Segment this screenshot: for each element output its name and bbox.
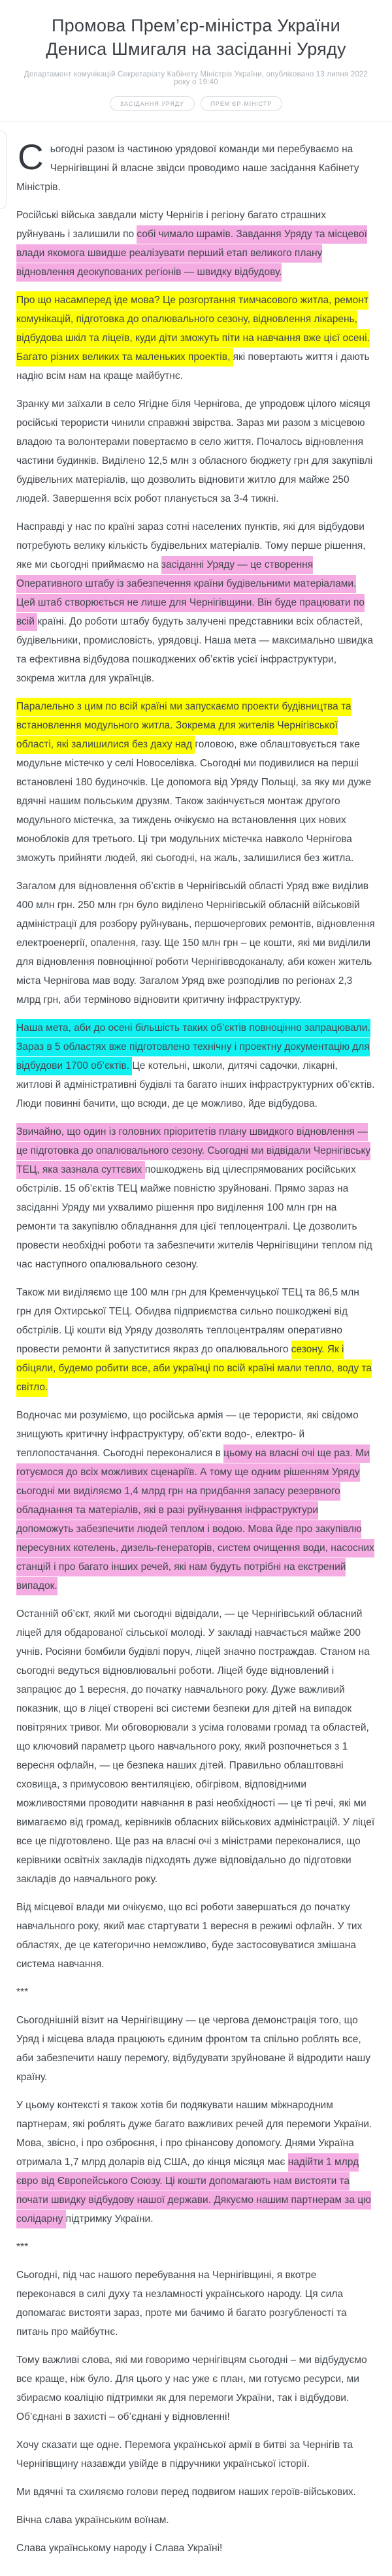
text-segment: *** [16, 1986, 29, 1998]
highlighted-text: засіданні Уряду — це створення Оперативного штабу із забезпечення країни будівельними матеріалами. Цей штаб створюється не лише для Чернігівщини. Він буде працювати по всій [16, 556, 365, 631]
text-segment: Хочу сказати ще одне. Перемога української армії в битві за Чернігів та Чернігівщину назавжди увійде в підручники української історії. [16, 2439, 353, 2470]
drop-cap: С [18, 136, 44, 177]
paragraph [16, 1406, 376, 1595]
paragraph [16, 2266, 376, 2341]
text-segment: Вічна слава українським воїнам. [16, 2514, 169, 2526]
article-body [0, 122, 392, 2576]
text-segment: Від місцевої влади ми очікуємо, що всі роботи завершаться до початку навчального року, який має стартувати 1 вересня в режимі офлайн. У тих областях, де це категорично неможливо, буде застосовуватися змішана система навчання. [16, 1901, 363, 1970]
article-header [0, 0, 392, 122]
text-segment: Останній об’єкт, який ми сьогодні відвідали, — це Чернігівський обласний ліцей для обдарованої сільської молоді. У закладі навчається майже 200 учнів. Росіяни бомбили будівлі поруч, ліцей значно постраждав. Станом на сьогодні ведуться відновлювальні роботи. Ліцей буде відновлений і запрацює до 1 вересня, до початку навчального року. Дуже важливий показник, що в ліцеї створені всі системи безпеки для дітей на випадок повітряних тривог. Ми обговорювали з усіма головами громад та областей, що ключовий параметр цього навчального року, який розпочнеться з 1 вересня офлайн, — це безпека наших дітей. Правильно облаштовані сховища, з примусовою вентиляцією, обігрівом, відповідними можливостями проводити навчання в разі необхідності — це ті речі, які ми вимагаємо від громад, керівників обласних військових адміністрацій. У ліцеї все це підготовлено. Ще раз на власні очі з міністрами переконалися, що керівники освітніх закладів підходять дуже відповідально до підготовки закладів до навчального року. [16, 1608, 375, 1885]
highlighted-text: собі чимало шрамів. Завдання Уряду та місцевої влади якомога швидше реалізувати перший етап великого плану відновлення деокупованих регіонів — швидку відбудову. [16, 225, 367, 282]
text-segment: які повертають життя і дають надію всім нам на краще майбутнє. [16, 351, 370, 382]
highlighted-text: Про що насамперед іде мова? Це розгортання тимчасового житла, ремонт комунікацій, підготовка до опалювального сезону, відновлення лікарень, відбудова шкіл та ліцеїв, куди діти зможуть піти на навчання вже цієї осені. Багато різних великих та маленьких проектів, [16, 291, 370, 367]
paragraph [16, 2351, 376, 2426]
text-segment: Сьогоднішній візит на Чернігівщину — це чергова демонстрація того, що Уряд і місцева влада працюють єдиним фронтом та спільно роблять все, аби забезпечити нашу перемогу, відбудувати зруйноване й відродити нашу країну. [16, 2014, 370, 2083]
paragraph [16, 136, 376, 197]
paragraph [16, 697, 376, 868]
highlighted-text: надійти 1 млрд євро від Європейського Союзу. Ці кошти допомагають нам вистояти та почати швидку відбудову нашої держави. Дякуємо нашим партнерам за цю солідарну [16, 2153, 371, 2228]
text-segment: країні. До роботи штабу будуть залучені представники всіх областей, будівельники, промисловість, урядовці. Наша мета — максимально швидка та ефективна відбудова пошкоджених об’єктів усієї інфраструктури, зокрема житла для українців. [16, 615, 374, 684]
highlighted-text: Звичайно, що один із головних пріоритетів плану швидкого відновлення — це підготовка до опалювального сезону. Сьогодні ми відвідали Чернігівську ТЕЦ, яка зазнала суттєвих [16, 1123, 370, 1179]
separator-stars [16, 1983, 376, 2002]
separator-stars [16, 2238, 376, 2257]
text-segment: пошкоджень від цілеспрямованих російських обстрілів. 15 об’єктів ТЕЦ майже повністю зруйновані. Прямо зараз на засіданні Уряду ми ухвалимо рішення про виділення 100 млн грн на ремонти та закупівлю обладнання для цієї теплоцентралі. Це дозволить провести необхідні роботи та забезпечити жителів Чернігівщини теплом під час наступного опалювального сезону. [16, 1164, 372, 1270]
paragraph [16, 517, 376, 688]
text-segment: Слава українському народу і Слава Україні! [16, 2542, 223, 2554]
highlighted-text: цьому на власні очі ще раз. Ми готуємося до всіх можливих сценаріїв. А тому ще одним рішенням Уряду сьогодні ми виділяємо 1,4 млрд грн на придбання запасу резервного обладнання та матеріалів, які в разі руйнування інфраструктури допоможуть забезпечити людей теплом і водою. Мова йде про закупівлю пересувних котелень, дизель-генераторів, систем очищення води, насосних станцій і про багато інших речей, які нам будуть потрібні на екстрений випадок. [16, 1444, 374, 1595]
tag-prime-minister[interactable]: ПРЕМ’ЄР-МІНІСТР [201, 96, 283, 111]
text-segment: Загалом для відновлення об’єктів в Чернігівській області Уряд вже виділив 400 млн грн. 250 млн грн було виділено Чернігівській обласній військовій адміністрації для розбору руйнувань, першочергових ремонтів, відновлення електроенергії, опалення, газу. Ще 150 млн грн – це кошти, які ми виділили для відновлення повноцінної роботи Чернігівводоканалу, аби кожен житель міста Чернігова мав воду. Загалом Уряд вже розподілив по регіонах 2,3 млрд грн, аби терміново відновити критичну інфраструктуру. [16, 880, 375, 1005]
text-segment: Тому важливі слова, які ми говоримо чернігівцям сьогодні – ми відбудуємо все краще, ніж було. Для цього у нас уже є план, ми готуємо ресурси, ми збираємо коаліцію підтримки як для перемоги України, так і відбудови. Об’єднані в захисті – об’єднані у відновленні! [16, 2354, 367, 2422]
paragraph [16, 1019, 376, 1113]
text-segment: Ми вдячні та схиляємо голови перед подвигом наших героїв-військових. [16, 2486, 356, 2498]
highlighted-text: Паралельно з цим по всій країні ми запускаємо проекти будівництва та встановлення модульного житла. Зокрема для жителів Чернігівської області, які залишилися без даху над [16, 698, 351, 754]
text-segment: підтримку України. [65, 2213, 154, 2225]
tag-government-session[interactable]: ЗАСІДАННЯ УРЯДУ [110, 96, 195, 111]
text-segment: Насправді у нас по країні зараз сотні населених пунктів, які для відбудови потребують велику кількість будівельних матеріалів. Тому перше рішення, яке ми сьогодні приймаємо на [16, 521, 366, 570]
paragraph [16, 1605, 376, 1889]
text-segment: Також ми виділяємо ще 100 млн грн для Кременчуцької ТЕЦ та 86,5 млн грн для Охтирської ТЕЦ. Обидва підприємства сильно пошкоджені від обстрілів. Ці кошти від Уряду дозволять теплоцентралям оперативно провести ремонти й запуститися якраз до опалювального [16, 1286, 359, 1355]
text-segment: Зранку ми заїхали в село Ягідне біля Чернігова, де упродовж цілого місяця російські терористи чинили справжні звірства. Зараз ми разом з місцевою владою та волонтерами повертаємо в село життя. Почалось відновлення частини будинків. Виділено 12,5 млн з обласного бюджету грн для закупівлі будівельних матеріалів, що дозволить відновити житло для майже 250 людей. Завершення всіх робот планується за 3-4 тижні. [16, 398, 373, 504]
paragraph [16, 2011, 376, 2087]
text-segment: *** [16, 2241, 29, 2253]
text-segment: головою, вже облаштовується таке модульне містечко у селі Новоселівка. Сьогодні ми подивилися на перші встановлені 180 будиночків. Це допомога від Уряду Польщі, за яку ми дуже вдячні нашим польським друзям. Також закінчується монтаж другого модульного містечка, за тиждень очікуємо на встановлення цих нових моноблоків для третього. Ці три модульних містечка навколо Чернігова зможуть прийняти людей, які сьогодні, на жаль, залишилися без житла. [16, 738, 372, 864]
highlighted-text: сезону. Як і обіцяли, будемо робити все, аби українці по всій країні мали тепло, воду та світло. [16, 1341, 372, 1397]
tag-list [20, 96, 372, 111]
text-segment: ьогодні разом із частиною урядової команди ми перебуваємо на Чернігівщині й власне звідси проводимо наше засідання Кабінету Міністрів. [16, 143, 359, 193]
paragraph [16, 291, 376, 385]
paragraph [16, 877, 376, 1009]
paragraph [16, 2539, 376, 2558]
paragraph [16, 2483, 376, 2502]
paragraph [16, 2436, 376, 2473]
paragraph [16, 206, 376, 282]
text-segment: У цьому контексті я також хотів би подякувати нашим міжнародним партнерам, які роблять дуже багато важливих речей для перемоги України. Мова, звісно, і про озброєння, і про фінансову допомогу. Днями Україна отримала 1,7 млрд доларів від США, до кінця місяця має [16, 2099, 372, 2168]
paragraph [16, 1122, 376, 1274]
text-segment: Водночас ми розуміємо, що російська армія — це терористи, які свідомо знищують критичну інфраструктуру, об’єкти водо-, електро- й теплопостачання. Сьогодні переконалися в [16, 1409, 359, 1459]
text-segment: Сьогодні, під час нашого перебування на Чернігівщині, я вкотре переконався в силі духу та незламності українського народу. Ця сила допомагає вистояти зараз, проте ми бачимо й багато розгубленості та питань про майбутнє. [16, 2269, 347, 2338]
left-edge-panel-stub [0, 131, 7, 209]
publication-meta: Департамент комунікацій Секретаріату Кабінету Міністрів України, опубліковано 13 липня 2022 року о 19:40 [24, 70, 368, 86]
paragraph [16, 2511, 376, 2530]
highlighted-text: Наша мета, аби до осені більшість таких об’єктів повноцінно запрацювали. Зараз в 5 областях вже підготовлено технічну і проектну документацію для відбудови 1700 об’єктів. [16, 1019, 370, 1075]
text-segment: Це котельні, школи, дитячі садочки, лікарні, житлові й адміністративні будівлі та багато інших інфраструктурних об’єктів. Люди повинні бачити, що всюди, де це можливо, йде відбудова. [16, 1060, 375, 1109]
paragraph [16, 1283, 376, 1397]
text-segment: Російські війська завдали місту Чернігів і регіону багато страшних руйнувань і залишили по [16, 209, 326, 240]
paragraph [16, 395, 376, 508]
paragraph [16, 1898, 376, 1974]
paragraph [16, 2096, 376, 2228]
page-title: Промова Прем’єр-міністра України Дениса Шмигаля на засіданні Уряду [46, 16, 346, 59]
